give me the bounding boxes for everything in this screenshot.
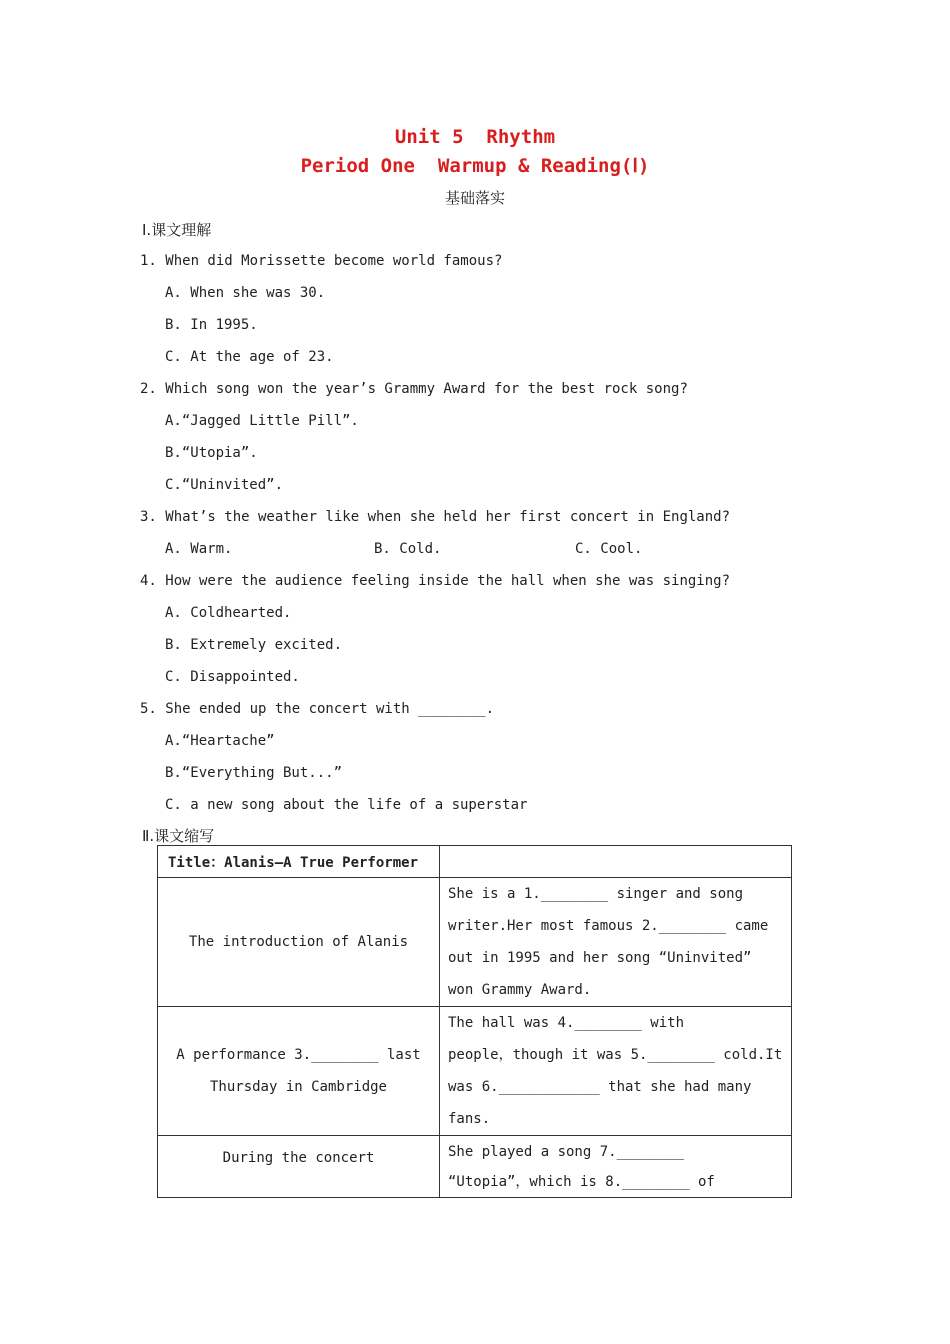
table-row <box>158 846 792 878</box>
section2-heading: Ⅱ.课文缩写 <box>142 827 215 845</box>
row-content <box>440 1136 792 1198</box>
option: B.“Utopia”. <box>165 445 258 461</box>
content-line: people，though it was 5.________ cold.It <box>448 1047 783 1063</box>
table-row <box>158 1136 792 1198</box>
question-2: 2. Which song won the year’s Grammy Award for the best rock song? <box>140 381 688 397</box>
content-line: out in 1995 and her song “Uninvited” <box>448 950 752 966</box>
option: A.“Jagged Little Pill”. <box>165 413 359 429</box>
option: A. Coldhearted. <box>165 605 292 621</box>
option: C. Cool. <box>575 541 643 557</box>
option: A. Warm. <box>165 541 233 557</box>
content-line: She is a 1.________ singer and song <box>448 886 744 902</box>
question-3: 3. What’s the weather like when she held her first concert in England? <box>140 509 731 525</box>
summary-table <box>157 845 792 1198</box>
section1-heading: Ⅰ.课文理解 <box>142 221 212 239</box>
row-label: During the concert <box>158 1136 440 1198</box>
content-line: She played a song 7.________ <box>448 1143 685 1160</box>
row-label: A performance 3.________ last Thursday in Cambridge <box>158 1007 440 1136</box>
row-content <box>440 1007 792 1136</box>
option: C. At the age of 23. <box>165 349 334 365</box>
option: C.“Uninvited”. <box>165 477 284 493</box>
content-line: The hall was 4.________ with <box>448 1015 685 1031</box>
row-label: The introduction of Alanis <box>158 878 440 1007</box>
content-line: “Utopia”，which is 8.________ of <box>448 1173 715 1190</box>
option: A. When she was 30. <box>165 285 326 301</box>
option: B. Extremely excited. <box>165 637 343 653</box>
table-row <box>158 1007 792 1136</box>
option: B. In 1995. <box>165 317 258 333</box>
row-content <box>440 878 792 1007</box>
table-empty-cell <box>440 846 792 878</box>
content-line: writer.Her most famous 2.________ came <box>448 918 769 934</box>
table-row <box>158 878 792 1007</box>
question-5: 5. She ended up the concert with ________. <box>140 701 495 717</box>
option: B.“Everything But...” <box>165 765 343 781</box>
content-line: won Grammy Award. <box>448 982 592 998</box>
question-4: 4. How were the audience feeling inside the hall when she was singing? <box>140 573 731 589</box>
option: B. Cold. <box>374 541 442 557</box>
content-line: was 6.____________ that she had many <box>448 1079 752 1095</box>
unit-title: Unit 5 Rhythm <box>394 126 556 148</box>
option: C. a new song about the life of a superstar <box>165 797 528 813</box>
section-subtitle: 基础落实 <box>444 189 505 207</box>
option: C. Disappointed. <box>165 669 300 685</box>
content-line: fans. <box>448 1111 491 1127</box>
period-title: Period One Warmup & Reading(Ⅰ) <box>300 155 650 177</box>
question-1: 1. When did Morissette become world famous? <box>140 253 503 269</box>
option: A.“Heartache” <box>165 733 275 749</box>
table-title-cell: Title：Alanis—A True Performer <box>158 846 440 878</box>
